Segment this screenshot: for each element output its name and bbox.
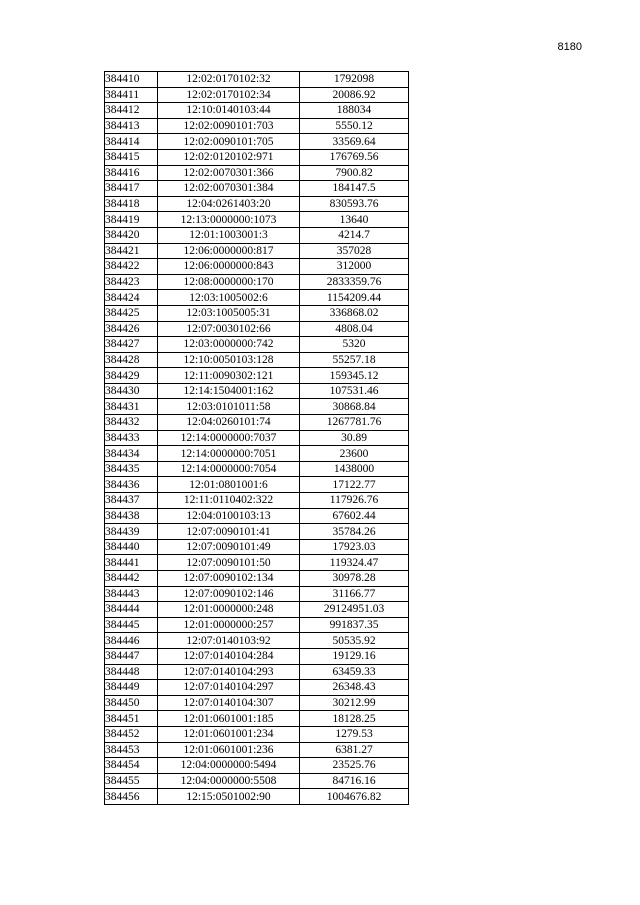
record-id-cell: 384414 xyxy=(105,134,158,150)
records-table xyxy=(104,71,409,805)
record-amount-cell: 30212.99 xyxy=(300,695,409,711)
record-id-cell: 384451 xyxy=(105,711,158,727)
record-code-cell: 12:07:0090101:50 xyxy=(158,555,300,571)
record-code-cell: 12:14:0000000:7037 xyxy=(158,430,300,446)
record-code-cell: 12:02:0090101:703 xyxy=(158,118,300,134)
table-row xyxy=(105,399,409,415)
table-row xyxy=(105,571,409,587)
record-amount-cell: 7900.82 xyxy=(300,165,409,181)
record-id-cell: 384412 xyxy=(105,103,158,119)
record-amount-cell: 26348.43 xyxy=(300,680,409,696)
record-amount-cell: 33569.64 xyxy=(300,134,409,150)
record-id-cell: 384420 xyxy=(105,227,158,243)
record-amount-cell: 1154209.44 xyxy=(300,290,409,306)
record-code-cell: 12:07:0030102:66 xyxy=(158,321,300,337)
table-row xyxy=(105,274,409,290)
table-row xyxy=(105,430,409,446)
record-amount-cell: 1279.53 xyxy=(300,726,409,742)
record-id-cell: 384429 xyxy=(105,368,158,384)
record-code-cell: 12:07:0140104:307 xyxy=(158,695,300,711)
table-row xyxy=(105,134,409,150)
record-id-cell: 384421 xyxy=(105,243,158,259)
table-row xyxy=(105,477,409,493)
record-id-cell: 384424 xyxy=(105,290,158,306)
record-amount-cell: 63459.33 xyxy=(300,664,409,680)
record-code-cell: 12:07:0090101:49 xyxy=(158,539,300,555)
record-amount-cell: 23525.76 xyxy=(300,758,409,774)
record-code-cell: 12:06:0000000:817 xyxy=(158,243,300,259)
record-code-cell: 12:03:0000000:742 xyxy=(158,337,300,353)
record-id-cell: 384453 xyxy=(105,742,158,758)
table-row xyxy=(105,87,409,103)
table-row xyxy=(105,149,409,165)
record-amount-cell: 357028 xyxy=(300,243,409,259)
record-amount-cell: 67602.44 xyxy=(300,508,409,524)
table-row xyxy=(105,196,409,212)
table-row xyxy=(105,165,409,181)
record-amount-cell: 84716.16 xyxy=(300,773,409,789)
table-row xyxy=(105,602,409,618)
record-code-cell: 12:02:0170102:34 xyxy=(158,87,300,103)
table-row xyxy=(105,711,409,727)
record-id-cell: 384450 xyxy=(105,695,158,711)
record-amount-cell: 30868.84 xyxy=(300,399,409,415)
table-row xyxy=(105,773,409,789)
record-id-cell: 384436 xyxy=(105,477,158,493)
table-row xyxy=(105,586,409,602)
record-amount-cell: 5550.12 xyxy=(300,118,409,134)
record-amount-cell: 312000 xyxy=(300,259,409,275)
record-id-cell: 384448 xyxy=(105,664,158,680)
record-id-cell: 384449 xyxy=(105,680,158,696)
table-row xyxy=(105,103,409,119)
record-id-cell: 384434 xyxy=(105,446,158,462)
record-amount-cell: 30978.28 xyxy=(300,571,409,587)
table-row xyxy=(105,321,409,337)
record-code-cell: 12:01:1003001:3 xyxy=(158,227,300,243)
record-amount-cell: 17122.77 xyxy=(300,477,409,493)
record-code-cell: 12:14:0000000:7054 xyxy=(158,461,300,477)
table-row xyxy=(105,118,409,134)
record-code-cell: 12:03:0101011:58 xyxy=(158,399,300,415)
table-row xyxy=(105,508,409,524)
record-code-cell: 12:07:0090101:41 xyxy=(158,524,300,540)
record-code-cell: 12:02:0090101:705 xyxy=(158,134,300,150)
table-row xyxy=(105,617,409,633)
records-table-body xyxy=(105,72,409,805)
record-amount-cell: 30.89 xyxy=(300,430,409,446)
table-row xyxy=(105,539,409,555)
record-code-cell: 12:14:1504001:162 xyxy=(158,383,300,399)
record-id-cell: 384444 xyxy=(105,602,158,618)
record-code-cell: 12:03:1005002:6 xyxy=(158,290,300,306)
record-id-cell: 384410 xyxy=(105,72,158,88)
record-id-cell: 384413 xyxy=(105,118,158,134)
record-id-cell: 384442 xyxy=(105,571,158,587)
record-id-cell: 384427 xyxy=(105,337,158,353)
record-id-cell: 384439 xyxy=(105,524,158,540)
record-amount-cell: 1438000 xyxy=(300,461,409,477)
table-row xyxy=(105,742,409,758)
record-code-cell: 12:10:0050103:128 xyxy=(158,352,300,368)
record-id-cell: 384430 xyxy=(105,383,158,399)
record-amount-cell: 31166.77 xyxy=(300,586,409,602)
record-amount-cell: 23600 xyxy=(300,446,409,462)
record-amount-cell: 35784.26 xyxy=(300,524,409,540)
table-row xyxy=(105,227,409,243)
table-row xyxy=(105,664,409,680)
record-id-cell: 384438 xyxy=(105,508,158,524)
record-code-cell: 12:03:1005005:31 xyxy=(158,305,300,321)
record-amount-cell: 50535.92 xyxy=(300,633,409,649)
table-row xyxy=(105,524,409,540)
record-code-cell: 12:10:0140103:44 xyxy=(158,103,300,119)
table-row xyxy=(105,181,409,197)
record-amount-cell: 336868.02 xyxy=(300,305,409,321)
record-amount-cell: 4808.04 xyxy=(300,321,409,337)
table-row xyxy=(105,415,409,431)
record-code-cell: 12:14:0000000:7051 xyxy=(158,446,300,462)
record-amount-cell: 55257.18 xyxy=(300,352,409,368)
record-amount-cell: 176769.56 xyxy=(300,149,409,165)
record-code-cell: 12:04:0100103:13 xyxy=(158,508,300,524)
record-code-cell: 12:04:0261403:20 xyxy=(158,196,300,212)
table-row xyxy=(105,305,409,321)
record-amount-cell: 4214.7 xyxy=(300,227,409,243)
record-code-cell: 12:11:0090302:121 xyxy=(158,368,300,384)
table-row xyxy=(105,555,409,571)
record-amount-cell: 830593.76 xyxy=(300,196,409,212)
record-id-cell: 384441 xyxy=(105,555,158,571)
record-id-cell: 384431 xyxy=(105,399,158,415)
record-amount-cell: 1004676.82 xyxy=(300,789,409,805)
record-code-cell: 12:13:0000000:1073 xyxy=(158,212,300,228)
record-amount-cell: 117926.76 xyxy=(300,493,409,509)
record-id-cell: 384428 xyxy=(105,352,158,368)
page-number: 8180 xyxy=(557,41,582,53)
record-id-cell: 384417 xyxy=(105,181,158,197)
record-id-cell: 384415 xyxy=(105,149,158,165)
table-row xyxy=(105,352,409,368)
record-id-cell: 384454 xyxy=(105,758,158,774)
record-id-cell: 384456 xyxy=(105,789,158,805)
record-id-cell: 384425 xyxy=(105,305,158,321)
record-amount-cell: 107531.46 xyxy=(300,383,409,399)
record-id-cell: 384455 xyxy=(105,773,158,789)
record-code-cell: 12:02:0120102:971 xyxy=(158,149,300,165)
record-amount-cell: 1792098 xyxy=(300,72,409,88)
table-row xyxy=(105,695,409,711)
table-row xyxy=(105,493,409,509)
record-code-cell: 12:01:0601001:185 xyxy=(158,711,300,727)
record-id-cell: 384440 xyxy=(105,539,158,555)
record-amount-cell: 19129.16 xyxy=(300,648,409,664)
record-code-cell: 12:01:0000000:248 xyxy=(158,602,300,618)
record-code-cell: 12:04:0000000:5508 xyxy=(158,773,300,789)
record-id-cell: 384443 xyxy=(105,586,158,602)
record-code-cell: 12:06:0000000:843 xyxy=(158,259,300,275)
record-code-cell: 12:07:0140104:297 xyxy=(158,680,300,696)
table-row xyxy=(105,72,409,88)
record-amount-cell: 29124951.03 xyxy=(300,602,409,618)
record-amount-cell: 5320 xyxy=(300,337,409,353)
record-code-cell: 12:04:0000000:5494 xyxy=(158,758,300,774)
record-code-cell: 12:08:0000000:170 xyxy=(158,274,300,290)
record-code-cell: 12:11:0110402:322 xyxy=(158,493,300,509)
record-id-cell: 384452 xyxy=(105,726,158,742)
record-amount-cell: 2833359.76 xyxy=(300,274,409,290)
table-row xyxy=(105,446,409,462)
record-code-cell: 12:01:0601001:234 xyxy=(158,726,300,742)
record-id-cell: 384433 xyxy=(105,430,158,446)
record-id-cell: 384432 xyxy=(105,415,158,431)
table-row xyxy=(105,290,409,306)
table-row xyxy=(105,383,409,399)
record-amount-cell: 184147.5 xyxy=(300,181,409,197)
record-id-cell: 384423 xyxy=(105,274,158,290)
record-id-cell: 384418 xyxy=(105,196,158,212)
table-row xyxy=(105,789,409,805)
record-id-cell: 384445 xyxy=(105,617,158,633)
record-amount-cell: 20086.92 xyxy=(300,87,409,103)
record-code-cell: 12:01:0000000:257 xyxy=(158,617,300,633)
record-code-cell: 12:02:0070301:366 xyxy=(158,165,300,181)
table-row xyxy=(105,758,409,774)
record-code-cell: 12:07:0090102:146 xyxy=(158,586,300,602)
record-id-cell: 384411 xyxy=(105,87,158,103)
record-code-cell: 12:15:0501002:90 xyxy=(158,789,300,805)
record-amount-cell: 188034 xyxy=(300,103,409,119)
record-id-cell: 384426 xyxy=(105,321,158,337)
table-row xyxy=(105,633,409,649)
record-code-cell: 12:07:0090102:134 xyxy=(158,571,300,587)
record-amount-cell: 17923.03 xyxy=(300,539,409,555)
record-code-cell: 12:07:0140103:92 xyxy=(158,633,300,649)
record-id-cell: 384419 xyxy=(105,212,158,228)
table-row xyxy=(105,212,409,228)
record-amount-cell: 159345.12 xyxy=(300,368,409,384)
record-amount-cell: 119324.47 xyxy=(300,555,409,571)
table-row xyxy=(105,368,409,384)
record-id-cell: 384422 xyxy=(105,259,158,275)
record-id-cell: 384446 xyxy=(105,633,158,649)
table-row xyxy=(105,648,409,664)
table-row xyxy=(105,337,409,353)
table-row xyxy=(105,243,409,259)
record-code-cell: 12:07:0140104:284 xyxy=(158,648,300,664)
record-amount-cell: 1267781.76 xyxy=(300,415,409,431)
table-row xyxy=(105,726,409,742)
record-id-cell: 384437 xyxy=(105,493,158,509)
record-code-cell: 12:01:0601001:236 xyxy=(158,742,300,758)
record-id-cell: 384416 xyxy=(105,165,158,181)
record-amount-cell: 13640 xyxy=(300,212,409,228)
record-amount-cell: 991837.35 xyxy=(300,617,409,633)
record-amount-cell: 18128.25 xyxy=(300,711,409,727)
record-code-cell: 12:04:0260101:74 xyxy=(158,415,300,431)
record-amount-cell: 6381.27 xyxy=(300,742,409,758)
record-id-cell: 384435 xyxy=(105,461,158,477)
table-row xyxy=(105,259,409,275)
record-id-cell: 384447 xyxy=(105,648,158,664)
record-code-cell: 12:02:0170102:32 xyxy=(158,72,300,88)
record-code-cell: 12:01:0801001:6 xyxy=(158,477,300,493)
table-row xyxy=(105,680,409,696)
record-code-cell: 12:02:0070301:384 xyxy=(158,181,300,197)
record-code-cell: 12:07:0140104:293 xyxy=(158,664,300,680)
table-row xyxy=(105,461,409,477)
